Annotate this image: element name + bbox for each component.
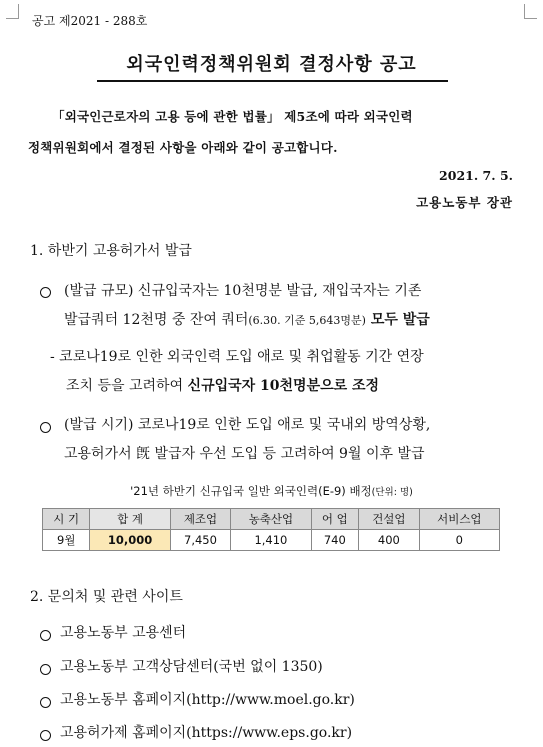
col-service: 서비스업 bbox=[419, 509, 499, 530]
covid-adjustment: 신규입국자 10천명분으로 조정 bbox=[187, 378, 380, 394]
section1-heading: 1. 하반기 고용허가서 발급 bbox=[30, 243, 192, 259]
page-corner-mark-right bbox=[524, 4, 537, 19]
contact-item-4: 고용허가제 홈페이지(https://www.eps.go.kr) bbox=[60, 725, 353, 741]
notice-number: 공고 제2021 - 288호 bbox=[32, 14, 148, 28]
title-underline bbox=[97, 80, 448, 82]
section2-heading: 2. 문의처 및 관련 사이트 bbox=[30, 589, 183, 605]
table-caption-main: '21년 하반기 신규입국 일반 외국인력(E-9) 배정 bbox=[130, 484, 372, 498]
scale-line-1: (발급 규모) 신규입국자는 10천명분 발급, 재입국자는 기존 bbox=[64, 283, 422, 299]
scale-basis: (6.30. 기준 5,643명분) bbox=[248, 314, 366, 327]
cell-total: 10,000 bbox=[90, 530, 170, 551]
covid-reason: 조치 등을 고려하여 bbox=[66, 378, 188, 394]
table-caption-unit: (단위: 명) bbox=[371, 487, 413, 498]
circle-bullet-icon bbox=[40, 283, 51, 302]
table-header-row bbox=[43, 509, 500, 530]
scale-quota: 발급쿼터 12천명 중 잔여 쿼터 bbox=[64, 312, 249, 328]
timing-line-1: (발급 시기) 코로나19로 인한 도입 애로 및 국내외 방역상황, bbox=[64, 417, 431, 433]
table-row bbox=[43, 530, 500, 551]
intro-line-2: 정책위원회에서 결정된 사항을 아래와 같이 공고합니다. bbox=[28, 140, 338, 155]
covid-line-2 bbox=[66, 375, 379, 395]
cell-manufacturing: 7,450 bbox=[170, 530, 231, 551]
circle-bullet-icon bbox=[40, 726, 51, 745]
cell-construction: 400 bbox=[359, 530, 420, 551]
allocation-table bbox=[42, 508, 500, 551]
scale-all-issued: 모두 발급 bbox=[365, 312, 430, 328]
col-construction: 건설업 bbox=[359, 509, 420, 530]
circle-bullet-icon bbox=[40, 693, 51, 712]
intro-line-1: 「외국인근로자의 고용 등에 관한 법률」 제5조에 따라 외국인력 bbox=[52, 109, 413, 124]
contact-item-1: 고용노동부 고용센터 bbox=[60, 625, 187, 641]
cell-agriculture: 1,410 bbox=[231, 530, 311, 551]
covid-line-1: - 코로나19로 인한 외국인력 도입 애로 및 취업활동 기간 연장 bbox=[50, 349, 424, 365]
signer: 고용노동부 장관 bbox=[416, 195, 513, 210]
circle-bullet-icon bbox=[40, 418, 51, 437]
cell-service: 0 bbox=[419, 530, 499, 551]
cell-fishery: 740 bbox=[311, 530, 358, 551]
col-fishery: 어 업 bbox=[311, 509, 358, 530]
col-total: 합 계 bbox=[90, 509, 170, 530]
col-agriculture: 농축산업 bbox=[231, 509, 311, 530]
contact-item-3: 고용노동부 홈페이지(http://www.moel.go.kr) bbox=[60, 692, 355, 708]
col-period: 시 기 bbox=[43, 509, 90, 530]
contact-item-2: 고용노동부 고객상담센터(국번 없이 1350) bbox=[60, 659, 323, 675]
timing-line-2: 고용허가서 旣 발급자 우선 도입 등 고려하여 9월 이후 발급 bbox=[64, 446, 425, 462]
circle-bullet-icon bbox=[40, 660, 51, 679]
page-corner-mark-left bbox=[6, 4, 19, 19]
col-manufacturing: 제조업 bbox=[170, 509, 231, 530]
table-caption bbox=[0, 483, 543, 499]
page-title: 외국인력정책위원회 결정사항 공고 bbox=[126, 54, 417, 75]
notice-date: 2021. 7. 5. bbox=[439, 168, 513, 183]
cell-period: 9월 bbox=[43, 530, 90, 551]
scale-line-2 bbox=[64, 309, 430, 329]
circle-bullet-icon bbox=[40, 626, 51, 645]
